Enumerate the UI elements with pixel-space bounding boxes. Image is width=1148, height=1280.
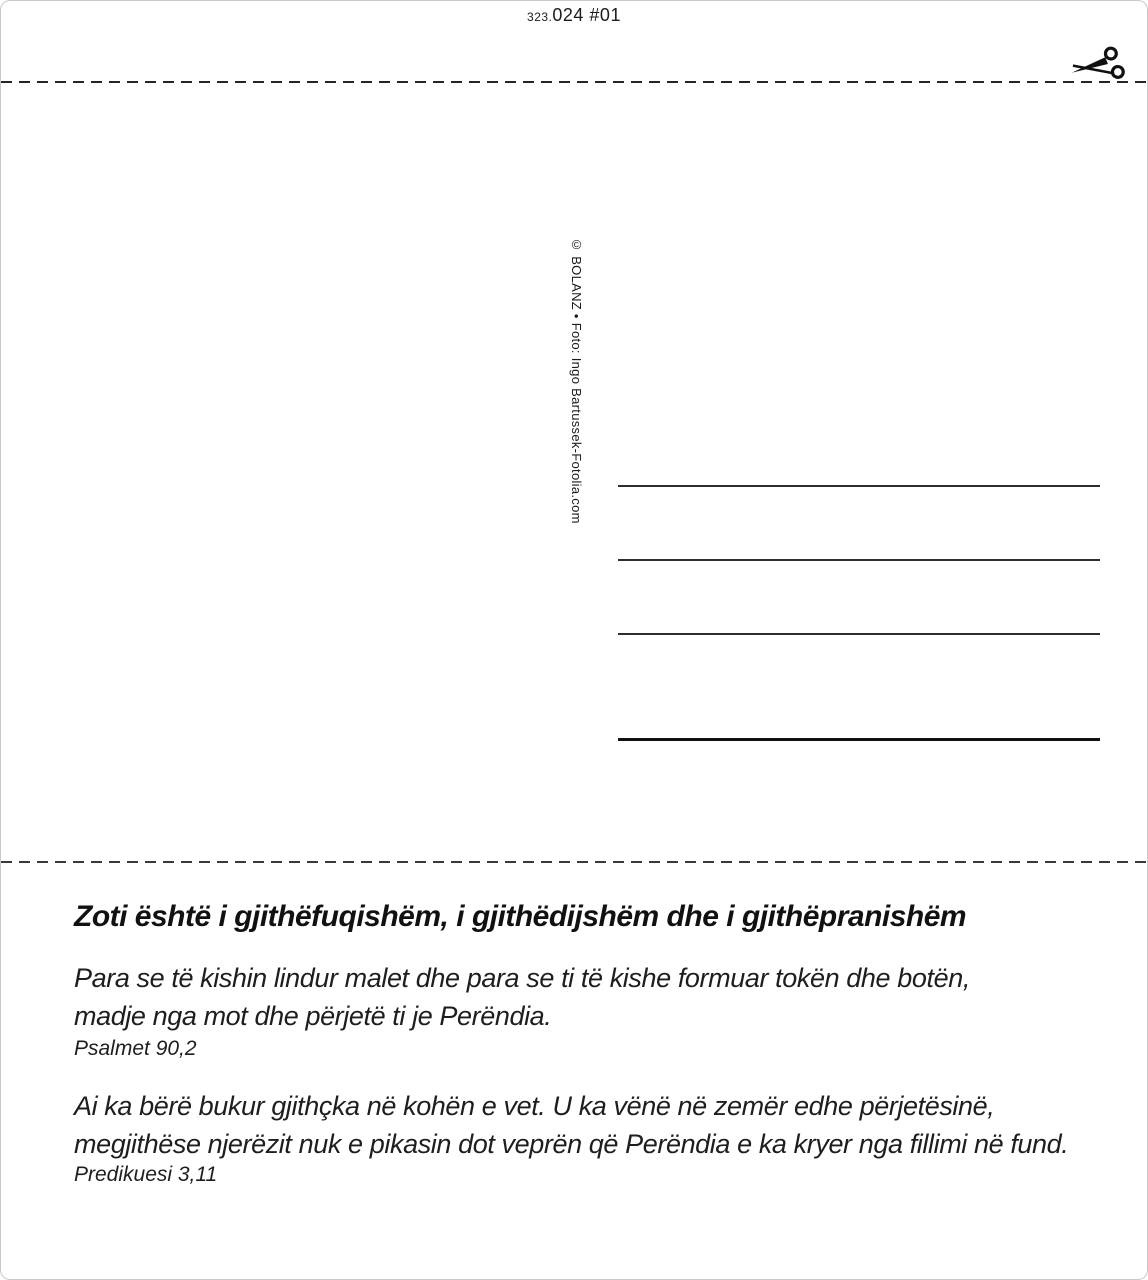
verse-psalm-line1: Para se të kishin lindur malet dhe para se ti të kishe formuar tokën dhe botën, — [74, 963, 970, 993]
verse-ecclesiastes-reference: Predikuesi 3,11 — [74, 1163, 218, 1186]
cut-line-bottom — [1, 861, 1147, 863]
scissors-icon — [1069, 44, 1126, 85]
verse-ecclesiastes-line1: Ai ka bërë bukur gjithçka në kohën e vet. U ka vënë në zemër edhe përjetësinë, — [74, 1091, 995, 1121]
message-title: Zoti është i gjithëfuqishëm, i gjithëdijshëm dhe i gjithëpranishëm — [74, 900, 967, 933]
address-line — [618, 738, 1100, 741]
verse-ecclesiastes — [74, 1087, 1068, 1163]
address-line — [618, 485, 1100, 487]
verse-psalm-line2: madje nga mot dhe përjetë ti je Perëndia. — [74, 1001, 552, 1031]
print-code — [1, 5, 1147, 26]
print-code-prefix: 323. — [527, 10, 553, 24]
verse-psalm-reference: Psalmet 90,2 — [74, 1037, 197, 1060]
address-line — [618, 559, 1100, 561]
verse-psalm — [74, 959, 970, 1035]
verse-ecclesiastes-line2: megjithëse njerëzit nuk e pikasin dot veprën që Perëndia e ka kryer nga fillimi në fund. — [74, 1129, 1069, 1159]
cut-line-top — [1, 81, 1147, 83]
address-line — [618, 633, 1100, 635]
print-code-main: 024 #01 — [552, 5, 621, 25]
photo-credit: © BOLANZ • Foto: Ingo Bartussek-Fotolia.com — [569, 237, 584, 524]
